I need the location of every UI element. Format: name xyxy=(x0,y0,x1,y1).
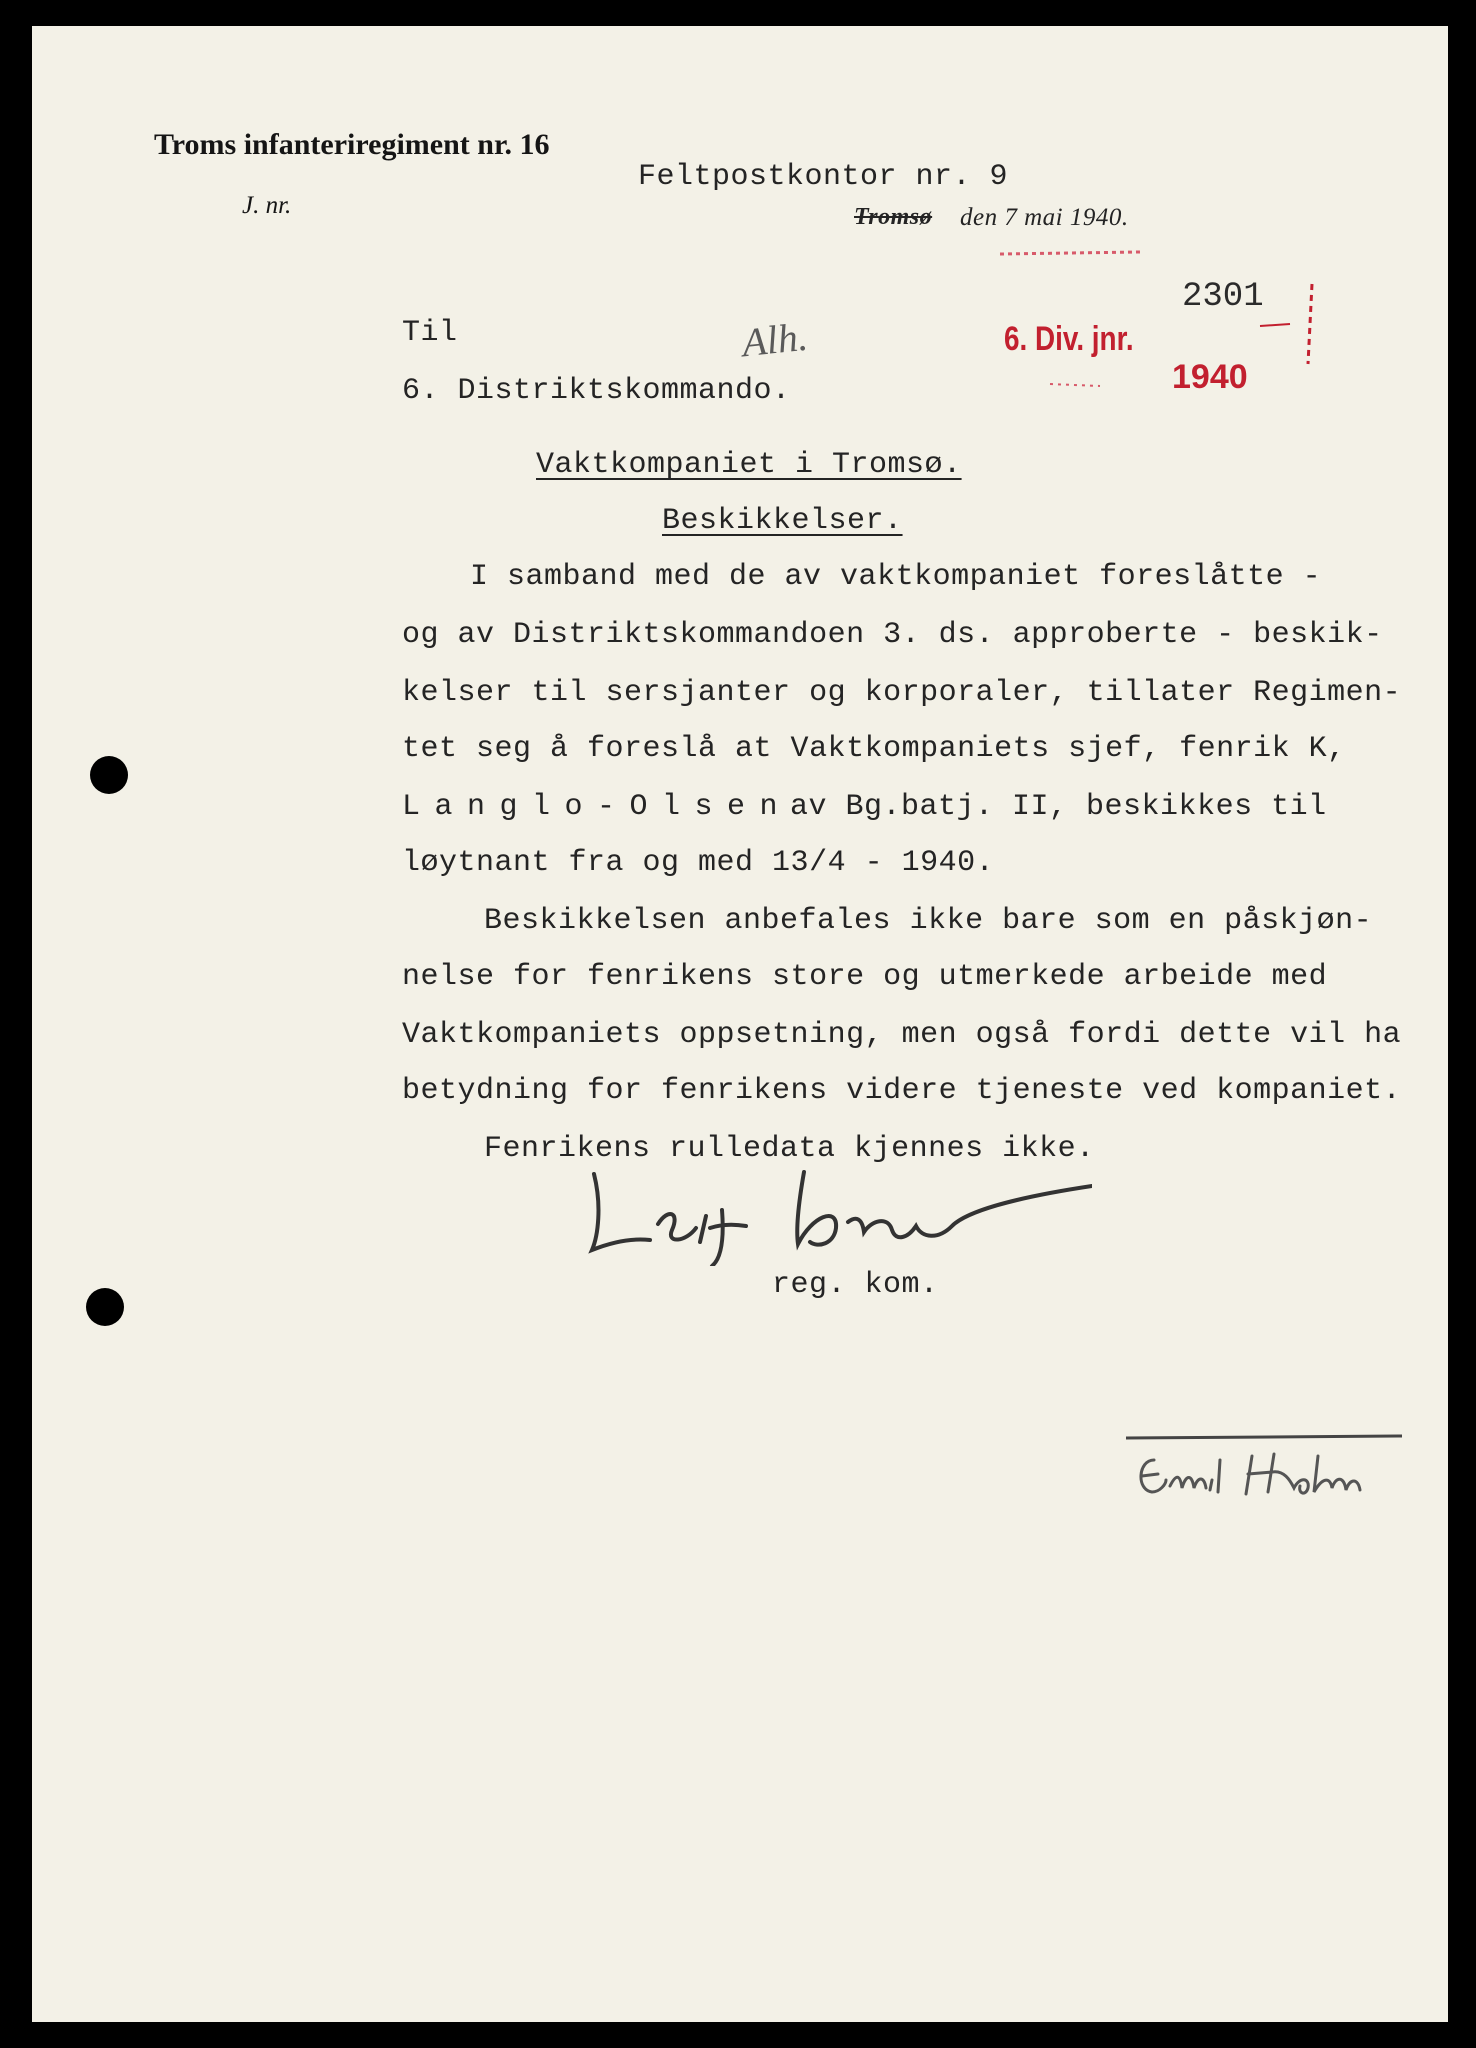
body-line: Fenrikens rulledata kjennes ikke. xyxy=(484,1132,1095,1166)
body-line: betydning for fenrikens videre tjeneste ved kompaniet. xyxy=(402,1074,1402,1108)
struck-place-name: Tromsø xyxy=(854,204,933,230)
body-line: tet seg å foreslå at Vaktkompaniets sjef, fenrik K, xyxy=(402,732,1346,766)
signatory-title: reg. kom. xyxy=(772,1268,939,1302)
officer-name-spaced: Langlo-Olsen xyxy=(402,790,793,824)
punch-hole xyxy=(86,1288,124,1326)
journal-number-label: J. nr. xyxy=(242,192,292,219)
letter-date: den 7 mai 1940. xyxy=(960,204,1129,231)
second-handwritten-signature xyxy=(1124,1430,1404,1510)
handwritten-signature xyxy=(572,1146,1092,1266)
body-line: I samband med de av vaktkompaniet foreslåtte - xyxy=(470,560,1322,594)
punch-hole xyxy=(90,756,128,794)
body-line: Vaktkompaniets oppsetning, men også fordi dette vil ha xyxy=(402,1018,1402,1052)
body-line: løytnant fra og med 13/4 - 1940. xyxy=(402,846,995,880)
body-line: Beskikkelsen anbefales ikke bare som en påskjøn- xyxy=(484,904,1373,938)
document-page xyxy=(32,26,1448,2022)
subject-line-1: Vaktkompaniet i Tromsø. xyxy=(536,448,962,482)
body-line: kelser til sersjanter og korporaler, tillater Regimen- xyxy=(402,676,1402,710)
body-line: nelse for fenrikens store og utmerkede arbeide med xyxy=(402,960,1328,994)
handwritten-initials: Alh. xyxy=(739,313,810,366)
body-line: og av Distriktskommandoen 3. ds. approberte - beskik- xyxy=(402,618,1383,652)
subject-line-2: Beskikkelser. xyxy=(662,504,903,538)
to-label: Til xyxy=(402,316,458,350)
stamp-year: 1940 xyxy=(1172,358,1248,396)
body-line: av Bg.batj. II, beskikkes til xyxy=(790,790,1327,824)
field-post-office: Feltpostkontor nr. 9 xyxy=(638,160,1009,194)
stamp-division-text: 6. Div. jnr. xyxy=(1004,320,1134,358)
regiment-letterhead: Troms infanteriregiment nr. 16 xyxy=(154,128,550,161)
addressee: 6. Distriktskommando. xyxy=(402,374,791,408)
stamp-journal-number: 2301 xyxy=(1182,278,1264,316)
